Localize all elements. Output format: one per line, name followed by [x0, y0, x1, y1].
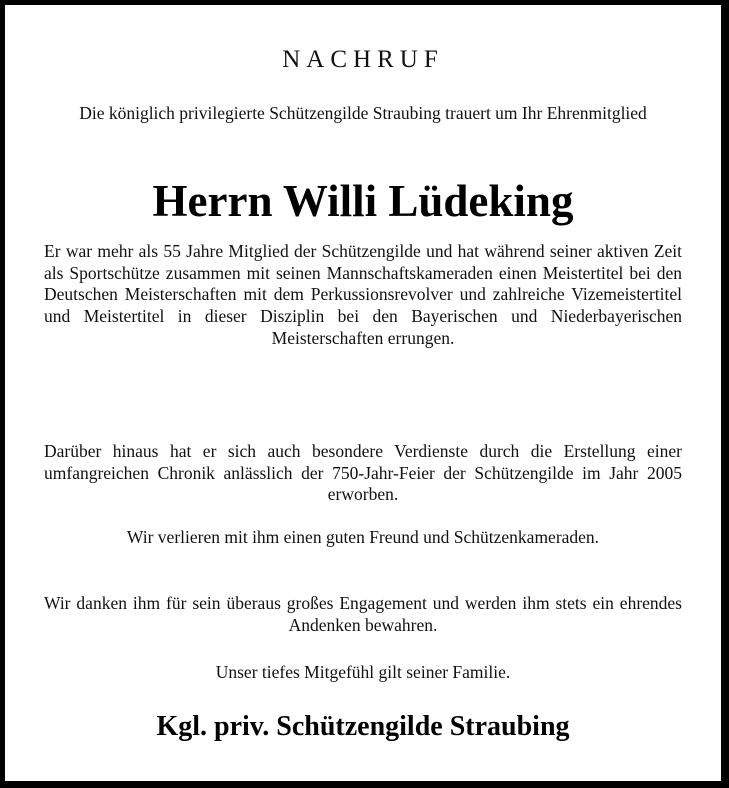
notice-heading: NACHRUF [282, 46, 444, 73]
intro-text: Die königlich privilegierte Schützengilde Straubing trauert um Ihr Ehrenmitglied [79, 103, 647, 123]
signature: Kgl. priv. Schützengilde Straubing [156, 711, 570, 742]
deceased-name: Herrn Willi Lüdeking [152, 176, 574, 226]
paragraph-chronicle: Darüber hinaus hat er sich auch besondere Verdienste durch die Erstellung einer umfangreichen Chronik anlässlich der 750-Jahr-Feier der Schützengilde im Jahr 2005 erworben. [44, 441, 682, 505]
paragraph-condolence: Unser tiefes Mitgefühl gilt seiner Familie. [215, 662, 511, 682]
paragraph-friend: Wir verlieren mit ihm einen guten Freund und Schützenkameraden. [126, 527, 600, 547]
obituary-notice [5, 5, 721, 781]
paragraph-membership: Er war mehr als 55 Jahre Mitglied der Schützengilde und hat während seiner aktiven Zeit als Sportschütze zusammen mit seinen Mannschaftskameraden einen Meistertitel bei den Deutschen Meisterschaften mit dem Perkussionsrevolver und zahlreiche Vizemeistertitel und Meistertitel in dieser Disziplin bei den Bayerischen und Niederbayerischen Meisterschaften errungen. [44, 241, 682, 348]
paragraph-thanks: Wir danken ihm für sein überaus großes Engagement und werden ihm stets ein ehrendes Andenken bewahren. [44, 593, 682, 635]
